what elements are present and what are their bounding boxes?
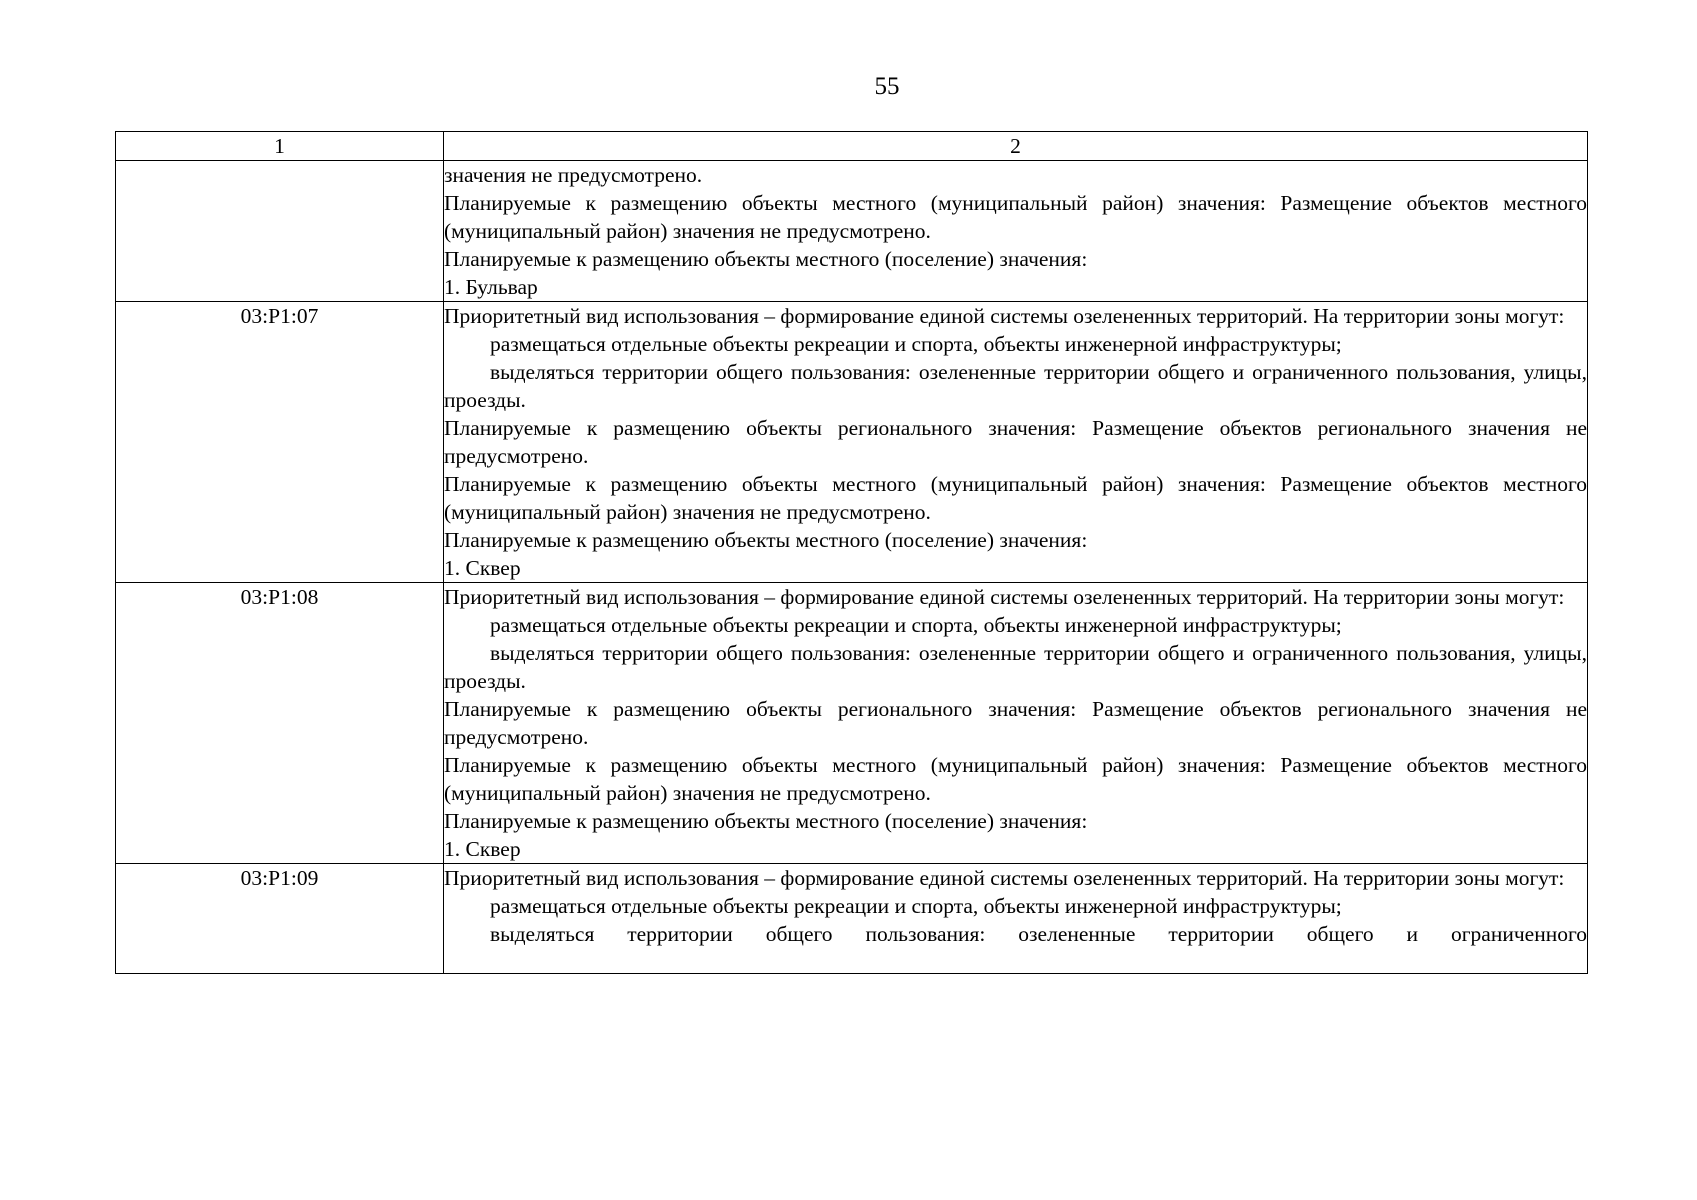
- description-paragraph: Приоритетный вид использования – формирование единой системы озелененных территорий. На территории зоны могут:: [444, 585, 1565, 609]
- description-paragraph: Приоритетный вид использования – формирование единой системы озелененных территорий. На территории зоны могут:: [444, 866, 1565, 890]
- description-paragraph: 1. Сквер: [444, 837, 521, 861]
- zone-description-cell: [444, 583, 1588, 864]
- description-paragraph: размещаться отдельные объекты рекреации и спорта, объекты инженерной инфраструктуры;: [490, 894, 1342, 918]
- table-row-zone-09: [116, 864, 1588, 974]
- table-row-zone-07: [116, 302, 1588, 583]
- column-header-1: 1: [116, 132, 444, 161]
- description-paragraph: Планируемые к размещению объекты местного (муниципальный район) значения: Размещение объектов местного (муниципальный район) значения не предусмотрено.: [444, 191, 1587, 243]
- description-paragraph: Планируемые к размещению объекты местного (поселение) значения:: [444, 528, 1088, 552]
- column-header-2: 2: [444, 132, 1588, 161]
- description-paragraph: Планируемые к размещению объекты регионального значения: Размещение объектов регионального значения не предусмотрено.: [444, 416, 1587, 468]
- description-paragraph: Планируемые к размещению объекты местного (поселение) значения:: [444, 247, 1088, 271]
- zone-description-cell: [444, 864, 1588, 974]
- description-paragraph: 1. Сквер: [444, 556, 521, 580]
- zone-description-cell: [444, 302, 1588, 583]
- description-paragraph: размещаться отдельные объекты рекреации и спорта, объекты инженерной инфраструктуры;: [490, 613, 1342, 637]
- table-header-row: [116, 132, 1588, 161]
- zone-code-cell: 03:Р1:09: [116, 864, 444, 974]
- page-number: 55: [874, 73, 900, 100]
- cut-off-content: [444, 864, 1587, 973]
- description-paragraph: Приоритетный вид использования – формирование единой системы озелененных территорий. На территории зоны могут:: [444, 304, 1565, 328]
- description-paragraph: размещаться отдельные объекты рекреации и спорта, объекты инженерной инфраструктуры;: [490, 332, 1342, 356]
- zones-table: [115, 131, 1588, 974]
- description-paragraph: Планируемые к размещению объекты местного (муниципальный район) значения: Размещение объектов местного (муниципальный район) значения не предусмотрено.: [444, 753, 1587, 805]
- description-paragraph: Планируемые к размещению объекты местного (муниципальный район) значения: Размещение объектов местного (муниципальный район) значения не предусмотрено.: [444, 472, 1587, 524]
- description-paragraph: Планируемые к размещению объекты местного (поселение) значения:: [444, 809, 1088, 833]
- description-paragraph: 1. Бульвар: [444, 275, 538, 299]
- table-row-continued: [116, 161, 1588, 302]
- description-paragraph: Планируемые к размещению объекты регионального значения: Размещение объектов регионального значения не предусмотрено.: [444, 697, 1587, 749]
- zone-code-cell: 03:Р1:07: [116, 302, 444, 583]
- zone-code-cell: [116, 161, 444, 302]
- table-row-zone-08: [116, 583, 1588, 864]
- description-paragraph: выделяться территории общего пользования: озелененные территории общего и ограниченного пользования, улицы, проезды.: [444, 641, 1587, 693]
- description-paragraph: выделяться территории общего пользования: озелененные территории общего и ограниченного пользования, улицы, проезды.: [444, 360, 1587, 412]
- description-paragraph: значения не предусмотрено.: [444, 163, 703, 187]
- zone-code-cell: 03:Р1:08: [116, 583, 444, 864]
- description-paragraph: выделяться территории общего пользования: озелененные территории общего и ограниченного: [490, 922, 1587, 946]
- zone-description-cell: [444, 161, 1588, 302]
